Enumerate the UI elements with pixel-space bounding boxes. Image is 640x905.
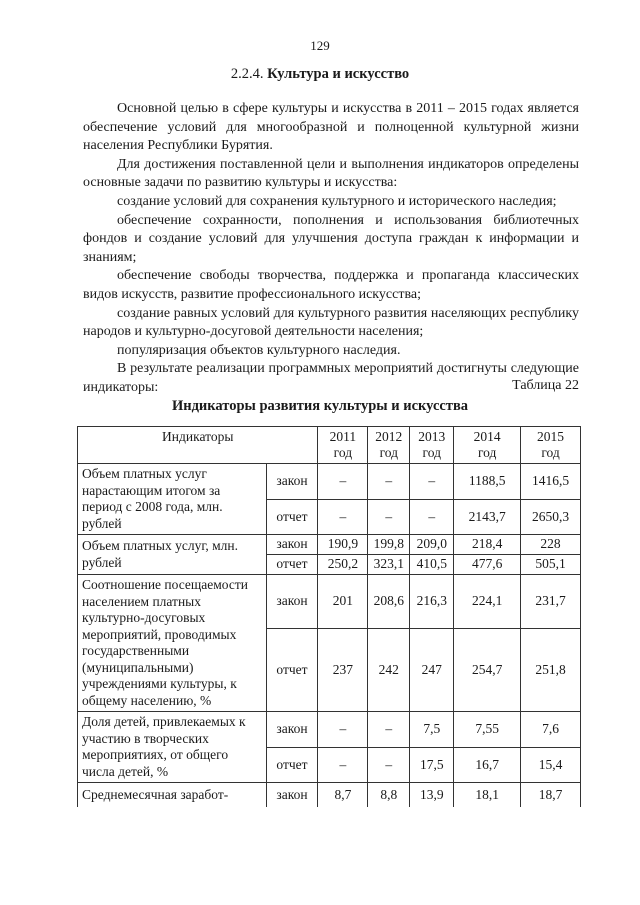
table-cell: 7,6: [521, 712, 581, 748]
indicator-name: Объем платных услуг, млн. рублей: [78, 535, 267, 575]
row-kind: закон: [266, 535, 318, 555]
table-cell: 15,4: [521, 747, 581, 783]
table-cell: –: [368, 464, 410, 500]
page-number: 129: [310, 38, 330, 53]
header-year: 2012 год: [368, 427, 410, 464]
table-title: Индикаторы развития культуры и искусства: [171, 398, 469, 414]
row-kind: отчет: [266, 628, 318, 711]
header-year: 2013 год: [410, 427, 454, 464]
section-heading: Культура и искусство: [267, 66, 410, 82]
row-kind: закон: [266, 575, 318, 629]
table-cell: 1416,5: [521, 464, 581, 500]
table-cell: –: [368, 499, 410, 535]
table-cell: 18,7: [521, 783, 581, 807]
table-cell: 208,6: [368, 575, 410, 629]
table-row: [78, 783, 581, 807]
table-cell: 505,1: [521, 555, 581, 575]
table-cell: 216,3: [410, 575, 454, 629]
paragraph: В результате реализации программных мероприятий достигнуты следующие индикаторы:: [83, 361, 579, 395]
table-cell: 1188,5: [454, 464, 521, 500]
table-cell: 201: [318, 575, 368, 629]
table-cell: 250,2: [318, 555, 368, 575]
paragraph: Основной целью в сфере культуры и искусства в 2011 – 2015 годах является обеспечение условий для многообразной и полноценной культурной жизни населения Республики Бурятия.: [83, 101, 579, 154]
row-kind: закон: [266, 712, 318, 748]
indicator-name: Соотношение посещаемости населением платных культурно-досуговых мероприятий, проводимых государственными (муниципальными) учреждениями культуры, к общему населению, %: [78, 575, 267, 712]
table-cell: 7,5: [410, 712, 454, 748]
row-kind: отчет: [266, 499, 318, 535]
paragraph: создание равных условий для культурного развития населяющих республику народов и культурно-досуговой деятельности населения;: [83, 305, 579, 340]
section-number: 2.2.4.: [230, 66, 264, 82]
row-kind: закон: [266, 783, 318, 807]
indicators-table: [77, 426, 581, 807]
row-kind: отчет: [266, 747, 318, 783]
table-cell: 2143,7: [454, 499, 521, 535]
paragraph: обеспечение сохранности, пополнения и использования библиотечных фондов и создание условий для улучшения доступа граждан к информации и знаниям;: [83, 212, 579, 265]
table-cell: 231,7: [521, 575, 581, 629]
table-cell: 2650,3: [521, 499, 581, 535]
header-indicators: Индикаторы: [78, 427, 318, 464]
table-cell: –: [318, 464, 368, 500]
table-label: Таблица 22: [512, 378, 579, 393]
indicator-name: Среднемесячная заработ-: [78, 783, 267, 807]
row-kind: отчет: [266, 555, 318, 575]
table-cell: 16,7: [454, 747, 521, 783]
table-cell: 8,8: [368, 783, 410, 807]
paragraph: популяризация объектов культурного наследия.: [117, 342, 401, 358]
table-cell: –: [318, 499, 368, 535]
table-cell: 410,5: [410, 555, 454, 575]
table-cell: 8,7: [318, 783, 368, 807]
table-cell: 242: [368, 628, 410, 711]
table-cell: –: [368, 712, 410, 748]
table-cell: –: [410, 464, 454, 500]
table-cell: –: [318, 747, 368, 783]
table-cell: 323,1: [368, 555, 410, 575]
table-cell: 251,8: [521, 628, 581, 711]
table-cell: 190,9: [318, 535, 368, 555]
section-title: [0, 66, 640, 83]
header-year: 2011 год: [318, 427, 368, 464]
indicator-name: Объем платных услуг нарастающим итогом за период с 2008 года, млн. рублей: [78, 464, 267, 535]
table-cell: 18,1: [454, 783, 521, 807]
table-cell: 254,7: [454, 628, 521, 711]
table-row: [78, 575, 581, 629]
table-cell: 13,9: [410, 783, 454, 807]
table-cell: 247: [410, 628, 454, 711]
table-row: [78, 464, 581, 500]
table-cell: 7,55: [454, 712, 521, 748]
row-kind: закон: [266, 464, 318, 500]
table-cell: 17,5: [410, 747, 454, 783]
table-row: [78, 712, 581, 748]
table-header-row: [78, 427, 581, 464]
table-cell: –: [410, 499, 454, 535]
table-cell: 199,8: [368, 535, 410, 555]
table-cell: 224,1: [454, 575, 521, 629]
paragraph: создание условий для сохранения культурного и исторического наследия;: [117, 193, 557, 209]
table-cell: –: [368, 747, 410, 783]
table-cell: 477,6: [454, 555, 521, 575]
body-text: [83, 100, 579, 398]
table-cell: 218,4: [454, 535, 521, 555]
header-year: 2015 год: [521, 427, 581, 464]
table-row: [78, 535, 581, 555]
paragraph: обеспечение свободы творчества, поддержка и пропаганда классических видов искусств, развитие профессионального искусства;: [83, 268, 579, 302]
table-cell: –: [318, 712, 368, 748]
indicator-name: Доля детей, привлекаемых к участию в творческих мероприятиях, от общего числа детей, %: [78, 712, 267, 783]
header-year: 2014 год: [454, 427, 521, 464]
table-cell: 228: [521, 535, 581, 555]
table-cell: 209,0: [410, 535, 454, 555]
paragraph: Для достижения поставленной цели и выполнения индикаторов определены основные задачи по развитию культуры и искусства:: [83, 156, 579, 191]
table-cell: 237: [318, 628, 368, 711]
